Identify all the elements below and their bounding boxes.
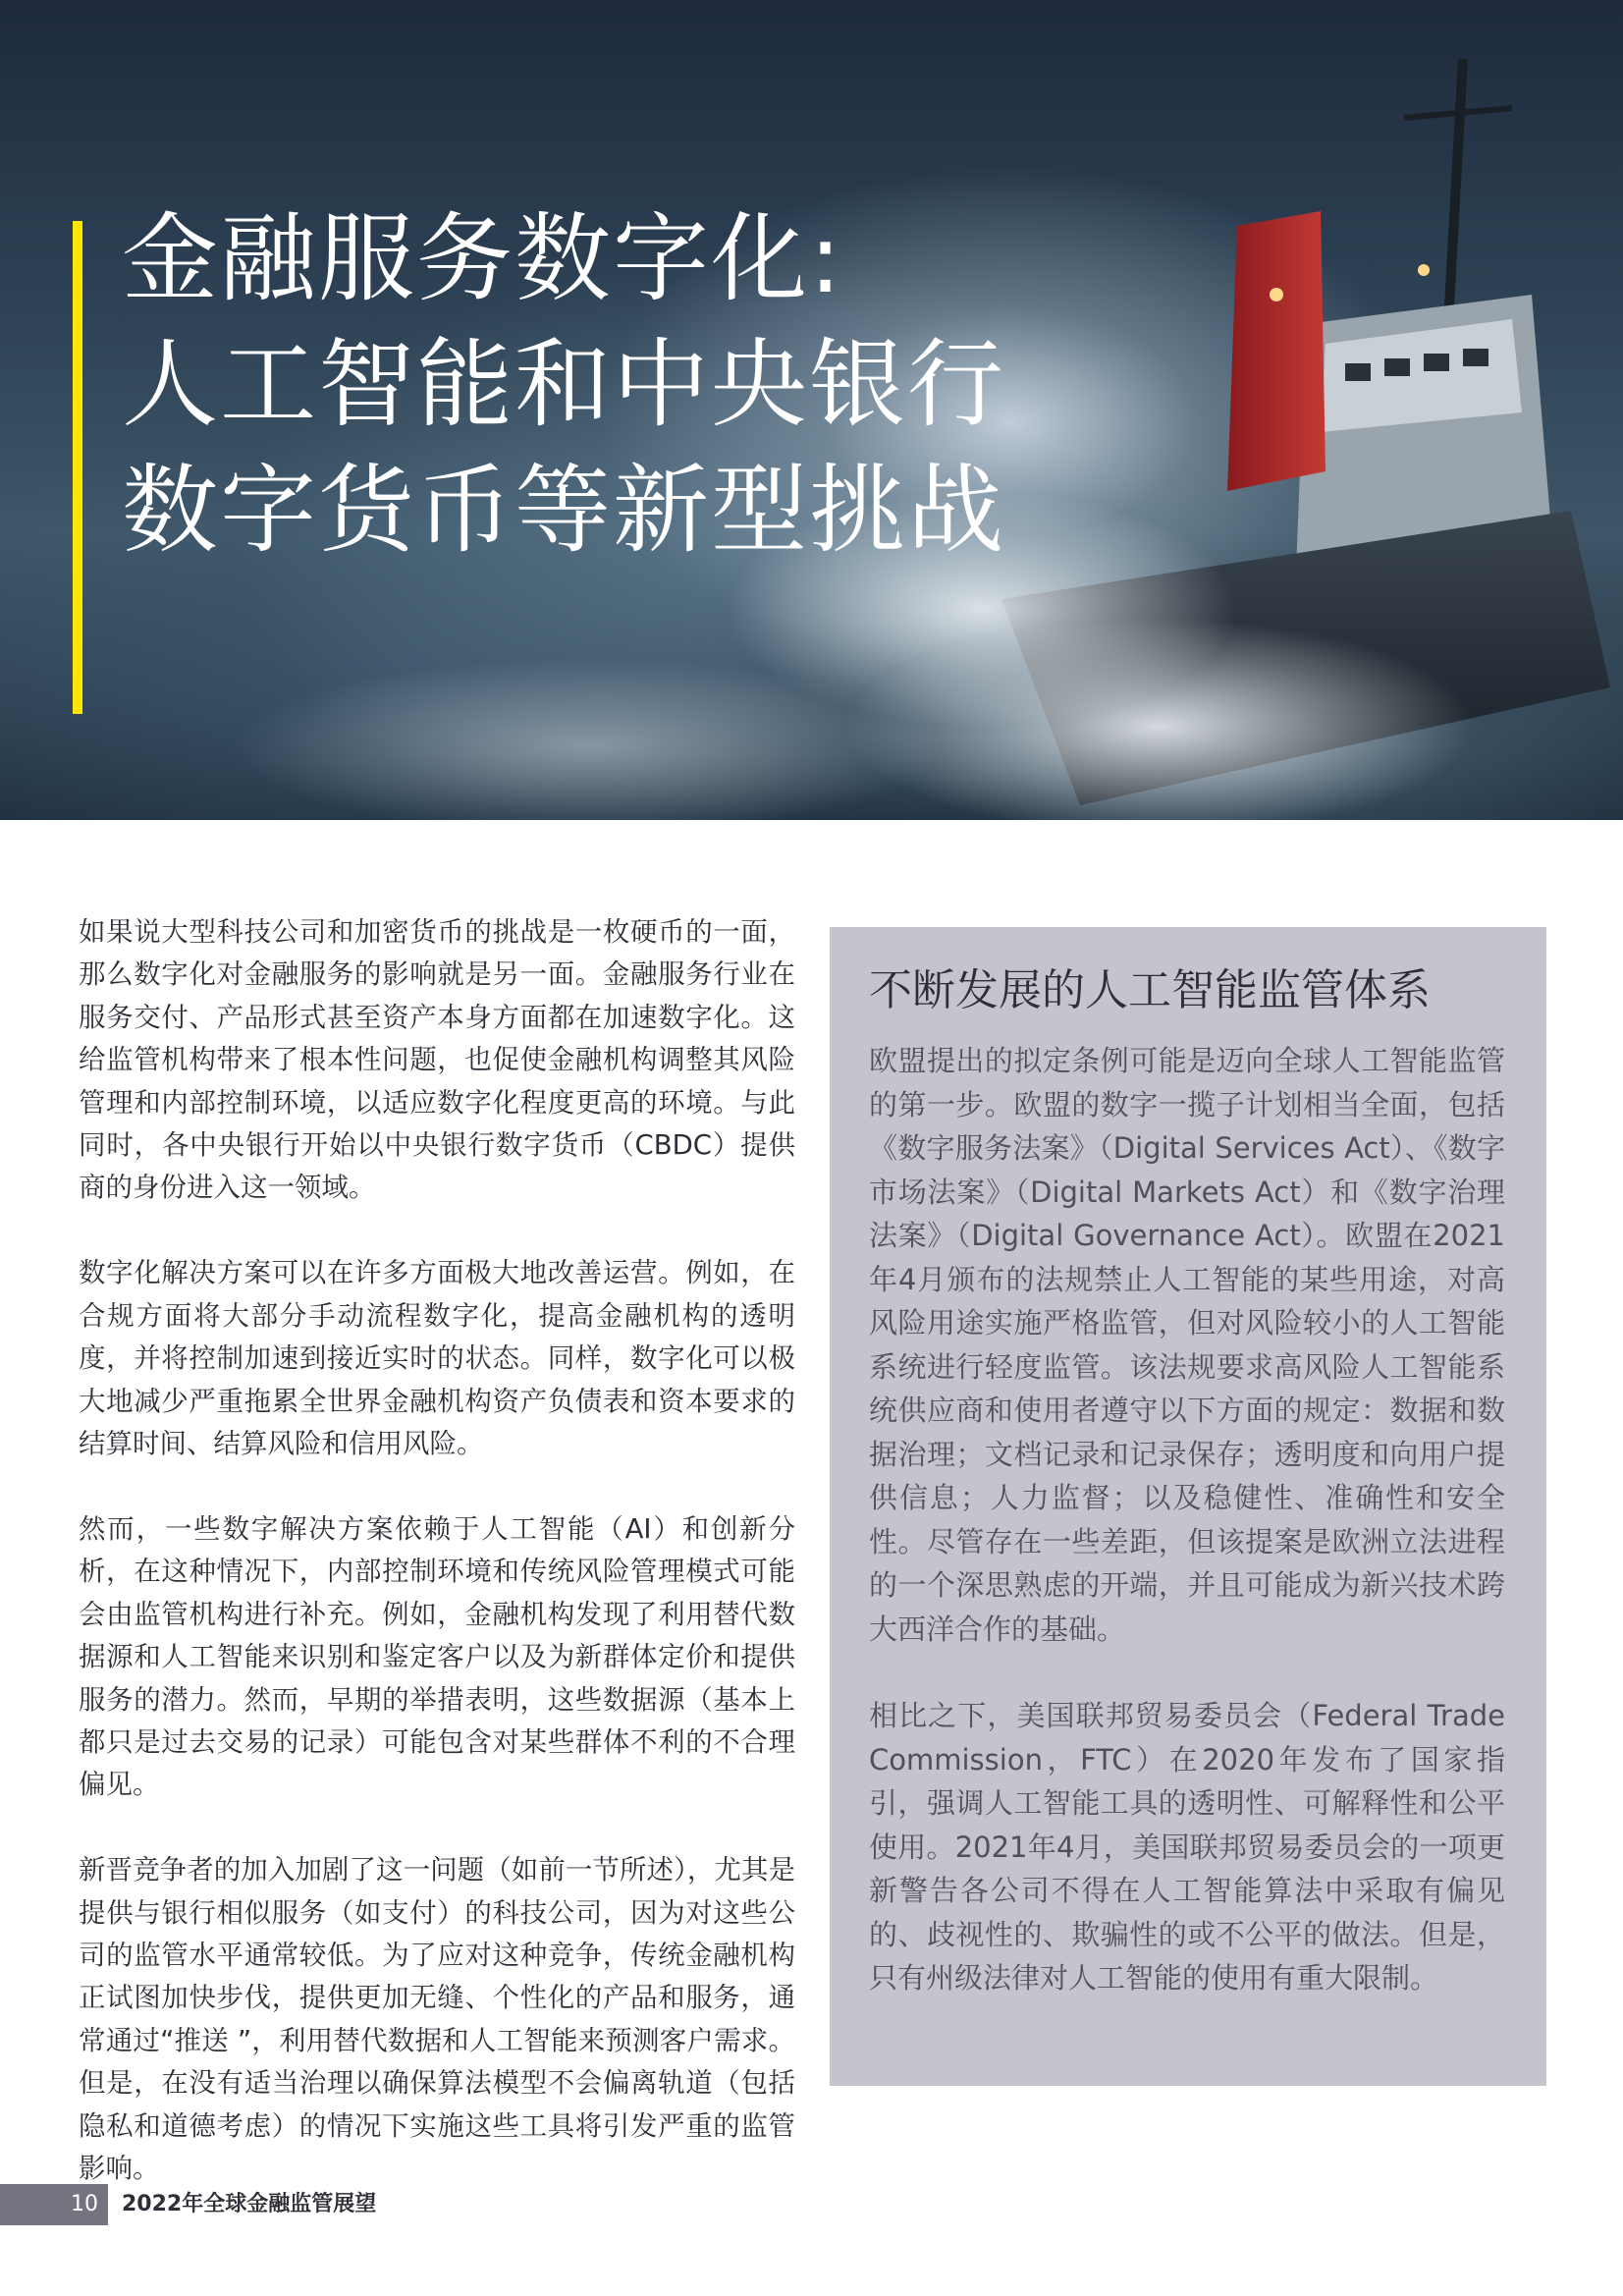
main-text-column: [79, 911, 795, 2233]
title-line: 数字货币等新型挑战: [122, 455, 1006, 567]
sidebar-paragraph: 相比之下，美国联邦贸易委员会（Federal Trade Commission，FTC）在2020年发布了国家指引，强调人工智能工具的透明性、可解释性和公平使用。2021年4月，美国联邦贸易委员会的一项更新警告各公司不得在人工智能算法中采取有偏见的、歧视性的、欺骗性的或不公平的做法。但是，只有州级法律对人工智能的使用有重大限制。: [869, 1699, 1505, 1995]
title-accent-bar: [73, 221, 82, 714]
sidebar-heading: 不断发展的人工智能监管体系: [869, 965, 1431, 1015]
ai-regulation-sidebar: [830, 927, 1546, 2086]
body-paragraph: 数字化解决方案可以在许多方面极大地改善运营。例如，在合规方面将大部分手动流程数字化，提高金融机构的透明度，并将控制加速到接近实时的状态。同样，数字化可以极大地减少严重拖累全世界金融机构资产负债表和资本要求的结算时间、结算风险和信用风险。: [79, 1257, 795, 1459]
title-line: 人工智能和中央银行: [122, 329, 1006, 441]
title-line: 金融服务数字化:: [122, 203, 844, 315]
body-paragraph: 然而，一些数字解决方案依赖于人工智能（AI）和创新分析，在这种情况下，内部控制环境和传统风险管理模式可能会由监管机构进行补充。例如，金融机构发现了利用替代数据源和人工智能来识别和鉴定客户以及为新群体定价和提供服务的潜力。然而，早期的举措表明，这些数据源（基本上都只是过去交易的记录）可能包含对某些群体不利的不合理偏见。: [79, 1512, 795, 1801]
sidebar-paragraph: 欧盟提出的拟定条例可能是迈向全球人工智能监管的第一步。欧盟的数字一揽子计划相当全面，包括《数字服务法案》（Digital Services Act）、《数字市场法案》（Digital Markets Act）和《数字治理法案》（Digital Governance Act）。欧盟在2021年4月颁布的法规禁止人工智能的某些用途，对高风险用途实施严格监管，但对风险较小的人工智能系统进行轻度监管。该法规要求高风险人工智能系统供应商和使用者遵守以下方面的规定：数据和数据治理；文档记录和记录保存；透明度和向用户提供信息；人力监督；以及稳健性、准确性和安全性。尽管存在一些差距，但该提案是欧洲立法进程的一个深思熟虑的开端，并且可能成为新兴技术跨大西洋合作的基础。: [869, 1044, 1505, 1646]
page-number: 10: [71, 2192, 98, 2216]
body-paragraph: 如果说大型科技公司和加密货币的挑战是一枚硬币的一面，那么数字化对金融服务的影响就是另一面。金融服务行业在服务交付、产品形式甚至资产本身方面都在加速数字化。这给监管机构带来了根本性问题，也促使金融机构调整其风险管理和内部控制环境，以适应数字化程度更高的环境。与此同时，各中央银行开始以中央银行数字货币（CBDC）提供商的身份进入这一领域。: [79, 916, 795, 1204]
body-paragraph: 新晋竞争者的加入加剧了这一问题（如前一节所述），尤其是提供与银行相似服务（如支付）的科技公司，因为对这些公司的监管水平通常较低。为了应对这种竞争，传统金融机构正试图加快步伐，提供更加无缝、个性化的产品和服务，通常通过“推送 ”，利用替代数据和人工智能来预测客户需求。但是，在没有适当治理以确保算法模型不会偏离轨道（包括隐私和道德考虑）的情况下实施这些工具将引发严重的监管影响。: [79, 1854, 795, 2185]
hero-banner: [0, 0, 1623, 820]
page-title: [122, 196, 1104, 574]
footer-publication-title: 2022年全球金融监管展望: [122, 2192, 377, 2216]
